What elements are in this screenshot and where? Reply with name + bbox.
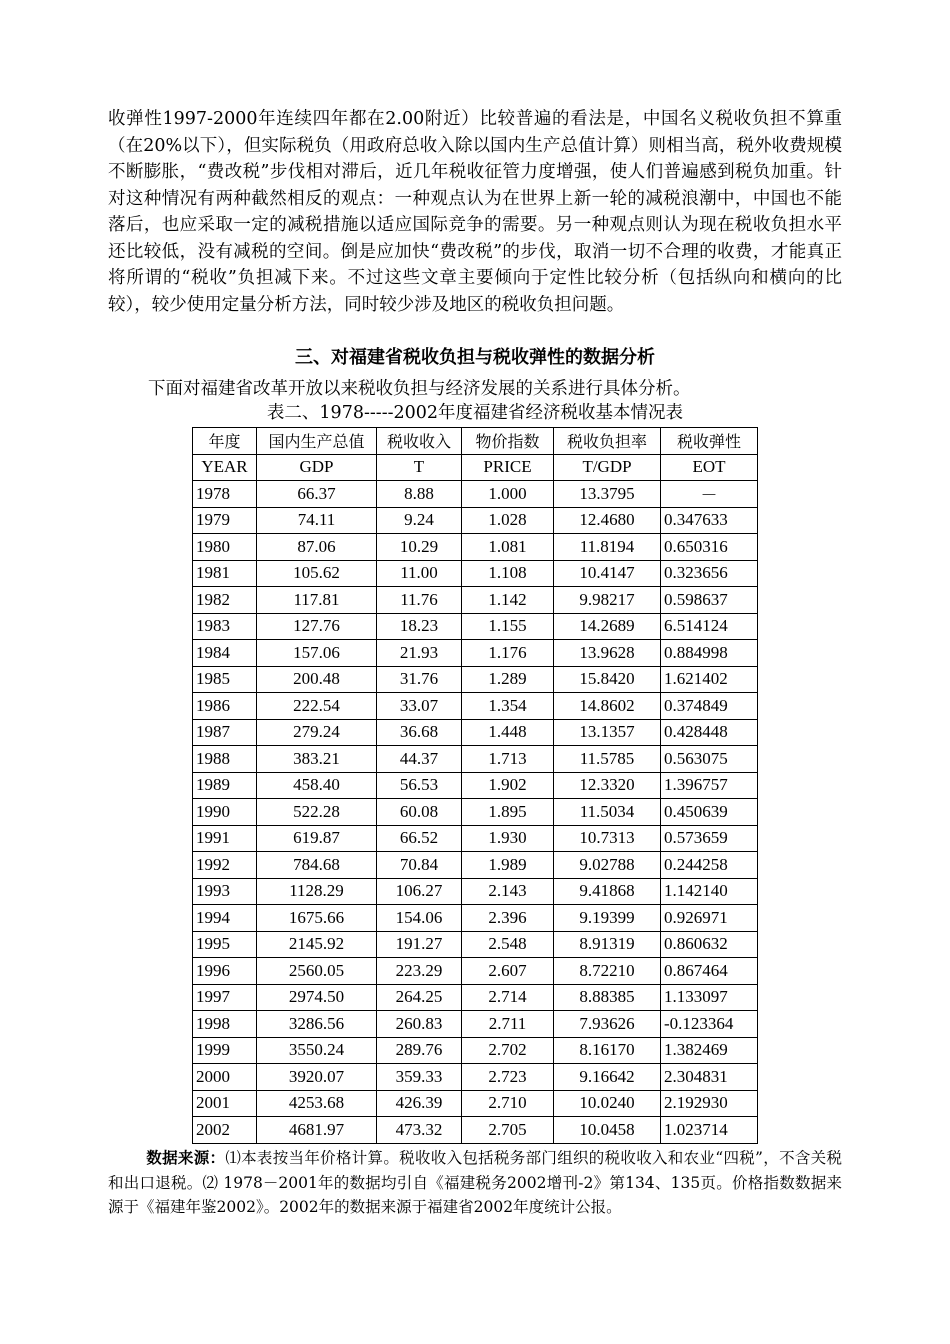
table-cell: 117.81 — [257, 587, 377, 614]
header-cell: PRICE — [462, 454, 554, 481]
table-cell: 1978 — [193, 481, 257, 508]
table-cell: 1984 — [193, 640, 257, 667]
tax-data-table — [192, 427, 758, 1144]
table-cell: 1.895 — [462, 799, 554, 826]
table-cell: 66.37 — [257, 481, 377, 508]
table-row — [193, 666, 758, 693]
table-cell: 10.4147 — [554, 560, 661, 587]
table-cell: 1.289 — [462, 666, 554, 693]
table-cell: 13.3795 — [554, 481, 661, 508]
table-cell: 1986 — [193, 693, 257, 720]
table-cell: 9.24 — [377, 507, 462, 534]
table-cell: 12.4680 — [554, 507, 661, 534]
header-row-english — [193, 454, 758, 481]
table-cell: 260.83 — [377, 1011, 462, 1038]
table-cell: 0.926971 — [661, 905, 758, 932]
table-cell: 1.133097 — [661, 984, 758, 1011]
table-cell: 458.40 — [257, 772, 377, 799]
table-row — [193, 1064, 758, 1091]
table-cell: 1995 — [193, 931, 257, 958]
table-cell: 11.5034 — [554, 799, 661, 826]
table-cell: 0.450639 — [661, 799, 758, 826]
table-row — [193, 613, 758, 640]
table-cell: 0.860632 — [661, 931, 758, 958]
table-cell: 74.11 — [257, 507, 377, 534]
table-cell: 0.244258 — [661, 852, 758, 879]
table-cell: 1996 — [193, 958, 257, 985]
table-cell: 154.06 — [377, 905, 462, 932]
table-cell: 2.304831 — [661, 1064, 758, 1091]
source-text: ⑴本表按当年价格计算。税收收入包括税务部门组织的税收收入和农业“四税”，不含关税和出口退税。⑵ 1978－2001年的数据均引自《福建税务2002增刊-2》第134、135页。价格指数数据来源于《福建年鉴2002》。2002年的数据来源于福建省2002年度统计公报。 — [108, 1149, 842, 1216]
table-cell: 4253.68 — [257, 1090, 377, 1117]
table-row — [193, 878, 758, 905]
table-cell: 9.16642 — [554, 1064, 661, 1091]
table-cell: 31.76 — [377, 666, 462, 693]
table-cell: 1985 — [193, 666, 257, 693]
table-cell: -0.123364 — [661, 1011, 758, 1038]
table-cell: 1991 — [193, 825, 257, 852]
intro-text: 下面对福建省改革开放以来税收负担与经济发展的关系进行具体分析。 — [148, 379, 691, 399]
table-cell: 3286.56 — [257, 1011, 377, 1038]
table-cell: 1.989 — [462, 852, 554, 879]
table-cell: 200.48 — [257, 666, 377, 693]
table-cell: 127.76 — [257, 613, 377, 640]
table-cell: 21.93 — [377, 640, 462, 667]
table-cell: 1.023714 — [661, 1117, 758, 1144]
table-cell: 1.142140 — [661, 878, 758, 905]
table-cell: 44.37 — [377, 746, 462, 773]
table-cell: 222.54 — [257, 693, 377, 720]
table-cell: 157.06 — [257, 640, 377, 667]
table-cell: 1.621402 — [661, 666, 758, 693]
table-cell: 2145.92 — [257, 931, 377, 958]
table-cell: 264.25 — [377, 984, 462, 1011]
table-cell: 1987 — [193, 719, 257, 746]
table-cell: 13.9628 — [554, 640, 661, 667]
table-cell: 1.902 — [462, 772, 554, 799]
table-row — [193, 534, 758, 561]
table-cell: 2000 — [193, 1064, 257, 1091]
table-cell: 0.573659 — [661, 825, 758, 852]
table-cell: 383.21 — [257, 746, 377, 773]
table-cell: 1983 — [193, 613, 257, 640]
table-cell: 10.0458 — [554, 1117, 661, 1144]
table-cell: 9.02788 — [554, 852, 661, 879]
table-cell: 56.53 — [377, 772, 462, 799]
table-cell: 784.68 — [257, 852, 377, 879]
header-cell: YEAR — [193, 454, 257, 481]
table-cell: 2.711 — [462, 1011, 554, 1038]
table-cell: 13.1357 — [554, 719, 661, 746]
table-cell: 1979 — [193, 507, 257, 534]
table-cell: 9.19399 — [554, 905, 661, 932]
table-cell: 10.7313 — [554, 825, 661, 852]
header-cell: EOT — [661, 454, 758, 481]
table-cell: 18.23 — [377, 613, 462, 640]
table-row — [193, 1011, 758, 1038]
table-cell: 1993 — [193, 878, 257, 905]
header-cell: 税收收入 — [377, 428, 462, 455]
table-cell: 1.396757 — [661, 772, 758, 799]
table-row — [193, 1117, 758, 1144]
table-cell: 0.563075 — [661, 746, 758, 773]
table-cell: 1.354 — [462, 693, 554, 720]
table-cell: 105.62 — [257, 560, 377, 587]
table-cell: 2002 — [193, 1117, 257, 1144]
table-cell: 36.68 — [377, 719, 462, 746]
table-cell: 289.76 — [377, 1037, 462, 1064]
table-cell: 522.28 — [257, 799, 377, 826]
section-title: 三、对福建省税收负担与税收弹性的数据分析 — [295, 347, 655, 368]
header-cell: 国内生产总值 — [257, 428, 377, 455]
table-row — [193, 587, 758, 614]
table-caption: 表二、1978-----2002年度福建省经济税收基本情况表 — [266, 403, 684, 423]
table-row — [193, 1037, 758, 1064]
table-cell: 2.723 — [462, 1064, 554, 1091]
table-cell: 9.98217 — [554, 587, 661, 614]
table-cell: 619.87 — [257, 825, 377, 852]
table-cell: 2974.50 — [257, 984, 377, 1011]
table-cell: 2560.05 — [257, 958, 377, 985]
header-cell: T/GDP — [554, 454, 661, 481]
table-cell: 0.867464 — [661, 958, 758, 985]
table-cell: 1.081 — [462, 534, 554, 561]
table-row — [193, 984, 758, 1011]
header-cell: 物价指数 — [462, 428, 554, 455]
table-cell: 1982 — [193, 587, 257, 614]
table-cell: 1128.29 — [257, 878, 377, 905]
header-cell: GDP — [257, 454, 377, 481]
table-cell: 33.07 — [377, 693, 462, 720]
table-cell: 2.702 — [462, 1037, 554, 1064]
table-cell: 2.710 — [462, 1090, 554, 1117]
table-cell: 2.705 — [462, 1117, 554, 1144]
header-cell: 税收负担率 — [554, 428, 661, 455]
table-cell: 2.143 — [462, 878, 554, 905]
table-cell: 1999 — [193, 1037, 257, 1064]
source-label: 数据来源： — [146, 1149, 226, 1167]
table-cell: 473.32 — [377, 1117, 462, 1144]
table-cell: 6.514124 — [661, 613, 758, 640]
table-cell: 8.16170 — [554, 1037, 661, 1064]
table-cell: 1.176 — [462, 640, 554, 667]
table-cell: 1.448 — [462, 719, 554, 746]
table-cell: 12.3320 — [554, 772, 661, 799]
table-row — [193, 693, 758, 720]
table-cell: 1675.66 — [257, 905, 377, 932]
table-row — [193, 852, 758, 879]
table-cell: 1.028 — [462, 507, 554, 534]
table-cell: 70.84 — [377, 852, 462, 879]
table-cell: 87.06 — [257, 534, 377, 561]
table-row — [193, 507, 758, 534]
body-paragraph: 收弹性1997-2000年连续四年都在2.00附近）比较普遍的看法是，中国名义税收负担不算重（在20%以下），但实际税负（用政府总收入除以国内生产总值计算）则相当高，税外收费规模不断膨胀，“费改税”步伐相对滞后，近几年税收征管力度增强，使人们普遍感到税负加重。针对这种情况有两种截然相反的观点：一种观点认为在世界上新一轮的减税浪潮中，中国也不能落后，也应采取一定的减税措施以适应国际竞争的需要。另一种观点则认为现在税收负担水平还比较低，没有减税的空间。倒是应加快“费改税”的步伐，取消一切不合理的收费，才能真正将所谓的“税收”负担减下来。不过这些文章主要倾向于定性比较分析（包括纵向和横向的比较），较少使用定量分析方法，同时较少涉及地区的税收负担问题。 — [108, 109, 842, 315]
table-cell: 1997 — [193, 984, 257, 1011]
table-row — [193, 772, 758, 799]
table-row — [193, 931, 758, 958]
table-row — [193, 746, 758, 773]
table-cell: 66.52 — [377, 825, 462, 852]
table-cell: 1989 — [193, 772, 257, 799]
table-cell: 2.714 — [462, 984, 554, 1011]
table-cell: 15.8420 — [554, 666, 661, 693]
table-cell: 8.91319 — [554, 931, 661, 958]
table-cell: 1981 — [193, 560, 257, 587]
header-row-chinese — [193, 428, 758, 455]
table-cell: 60.08 — [377, 799, 462, 826]
table-cell: 1994 — [193, 905, 257, 932]
table-cell: 0.323656 — [661, 560, 758, 587]
table-cell: 4681.97 — [257, 1117, 377, 1144]
table-row — [193, 905, 758, 932]
table-cell: 1.155 — [462, 613, 554, 640]
table-cell: 11.00 — [377, 560, 462, 587]
table-cell: 106.27 — [377, 878, 462, 905]
table-cell: 8.72210 — [554, 958, 661, 985]
table-cell: 279.24 — [257, 719, 377, 746]
table-cell: 1.000 — [462, 481, 554, 508]
table-cell: 3550.24 — [257, 1037, 377, 1064]
table-cell: 7.93626 — [554, 1011, 661, 1038]
table-cell: 223.29 — [377, 958, 462, 985]
table-cell: 0.598637 — [661, 587, 758, 614]
header-cell: 税收弹性 — [661, 428, 758, 455]
table-cell: 0.884998 — [661, 640, 758, 667]
table-row — [193, 825, 758, 852]
table-cell: 1.142 — [462, 587, 554, 614]
header-cell: 年度 — [193, 428, 257, 455]
table-cell: 11.76 — [377, 587, 462, 614]
table-cell: 14.2689 — [554, 613, 661, 640]
table-cell: 2.607 — [462, 958, 554, 985]
table-cell: 11.8194 — [554, 534, 661, 561]
table-row — [193, 560, 758, 587]
table-cell: 359.33 — [377, 1064, 462, 1091]
table-cell: 8.88 — [377, 481, 462, 508]
data-source-note — [108, 1146, 842, 1220]
table-cell: 426.39 — [377, 1090, 462, 1117]
table-cell: 1980 — [193, 534, 257, 561]
table-cell: 0.428448 — [661, 719, 758, 746]
table-cell: 2.192930 — [661, 1090, 758, 1117]
table-cell: 0.374849 — [661, 693, 758, 720]
table-cell: 10.29 — [377, 534, 462, 561]
table-cell: 1.382469 — [661, 1037, 758, 1064]
table-row — [193, 1090, 758, 1117]
table-cell: 11.5785 — [554, 746, 661, 773]
table-cell: 1.930 — [462, 825, 554, 852]
table-cell: 2.396 — [462, 905, 554, 932]
table-row — [193, 799, 758, 826]
table-cell: 9.41868 — [554, 878, 661, 905]
table-cell: 2001 — [193, 1090, 257, 1117]
table-cell: 1.713 — [462, 746, 554, 773]
table-row — [193, 958, 758, 985]
table-cell: 0.650316 — [661, 534, 758, 561]
table-cell: 191.27 — [377, 931, 462, 958]
table-row — [193, 719, 758, 746]
table-cell: 1988 — [193, 746, 257, 773]
header-cell: T — [377, 454, 462, 481]
table-cell: 1998 — [193, 1011, 257, 1038]
table-cell: 10.0240 — [554, 1090, 661, 1117]
table-cell: 1.108 — [462, 560, 554, 587]
table-cell: 1990 — [193, 799, 257, 826]
table-row — [193, 481, 758, 508]
table-cell: 8.88385 — [554, 984, 661, 1011]
table-cell: 2.548 — [462, 931, 554, 958]
table-row — [193, 640, 758, 667]
table-cell: － — [661, 481, 758, 508]
table-cell: 1992 — [193, 852, 257, 879]
table-cell: 3920.07 — [257, 1064, 377, 1091]
table-cell: 0.347633 — [661, 507, 758, 534]
table-cell: 14.8602 — [554, 693, 661, 720]
